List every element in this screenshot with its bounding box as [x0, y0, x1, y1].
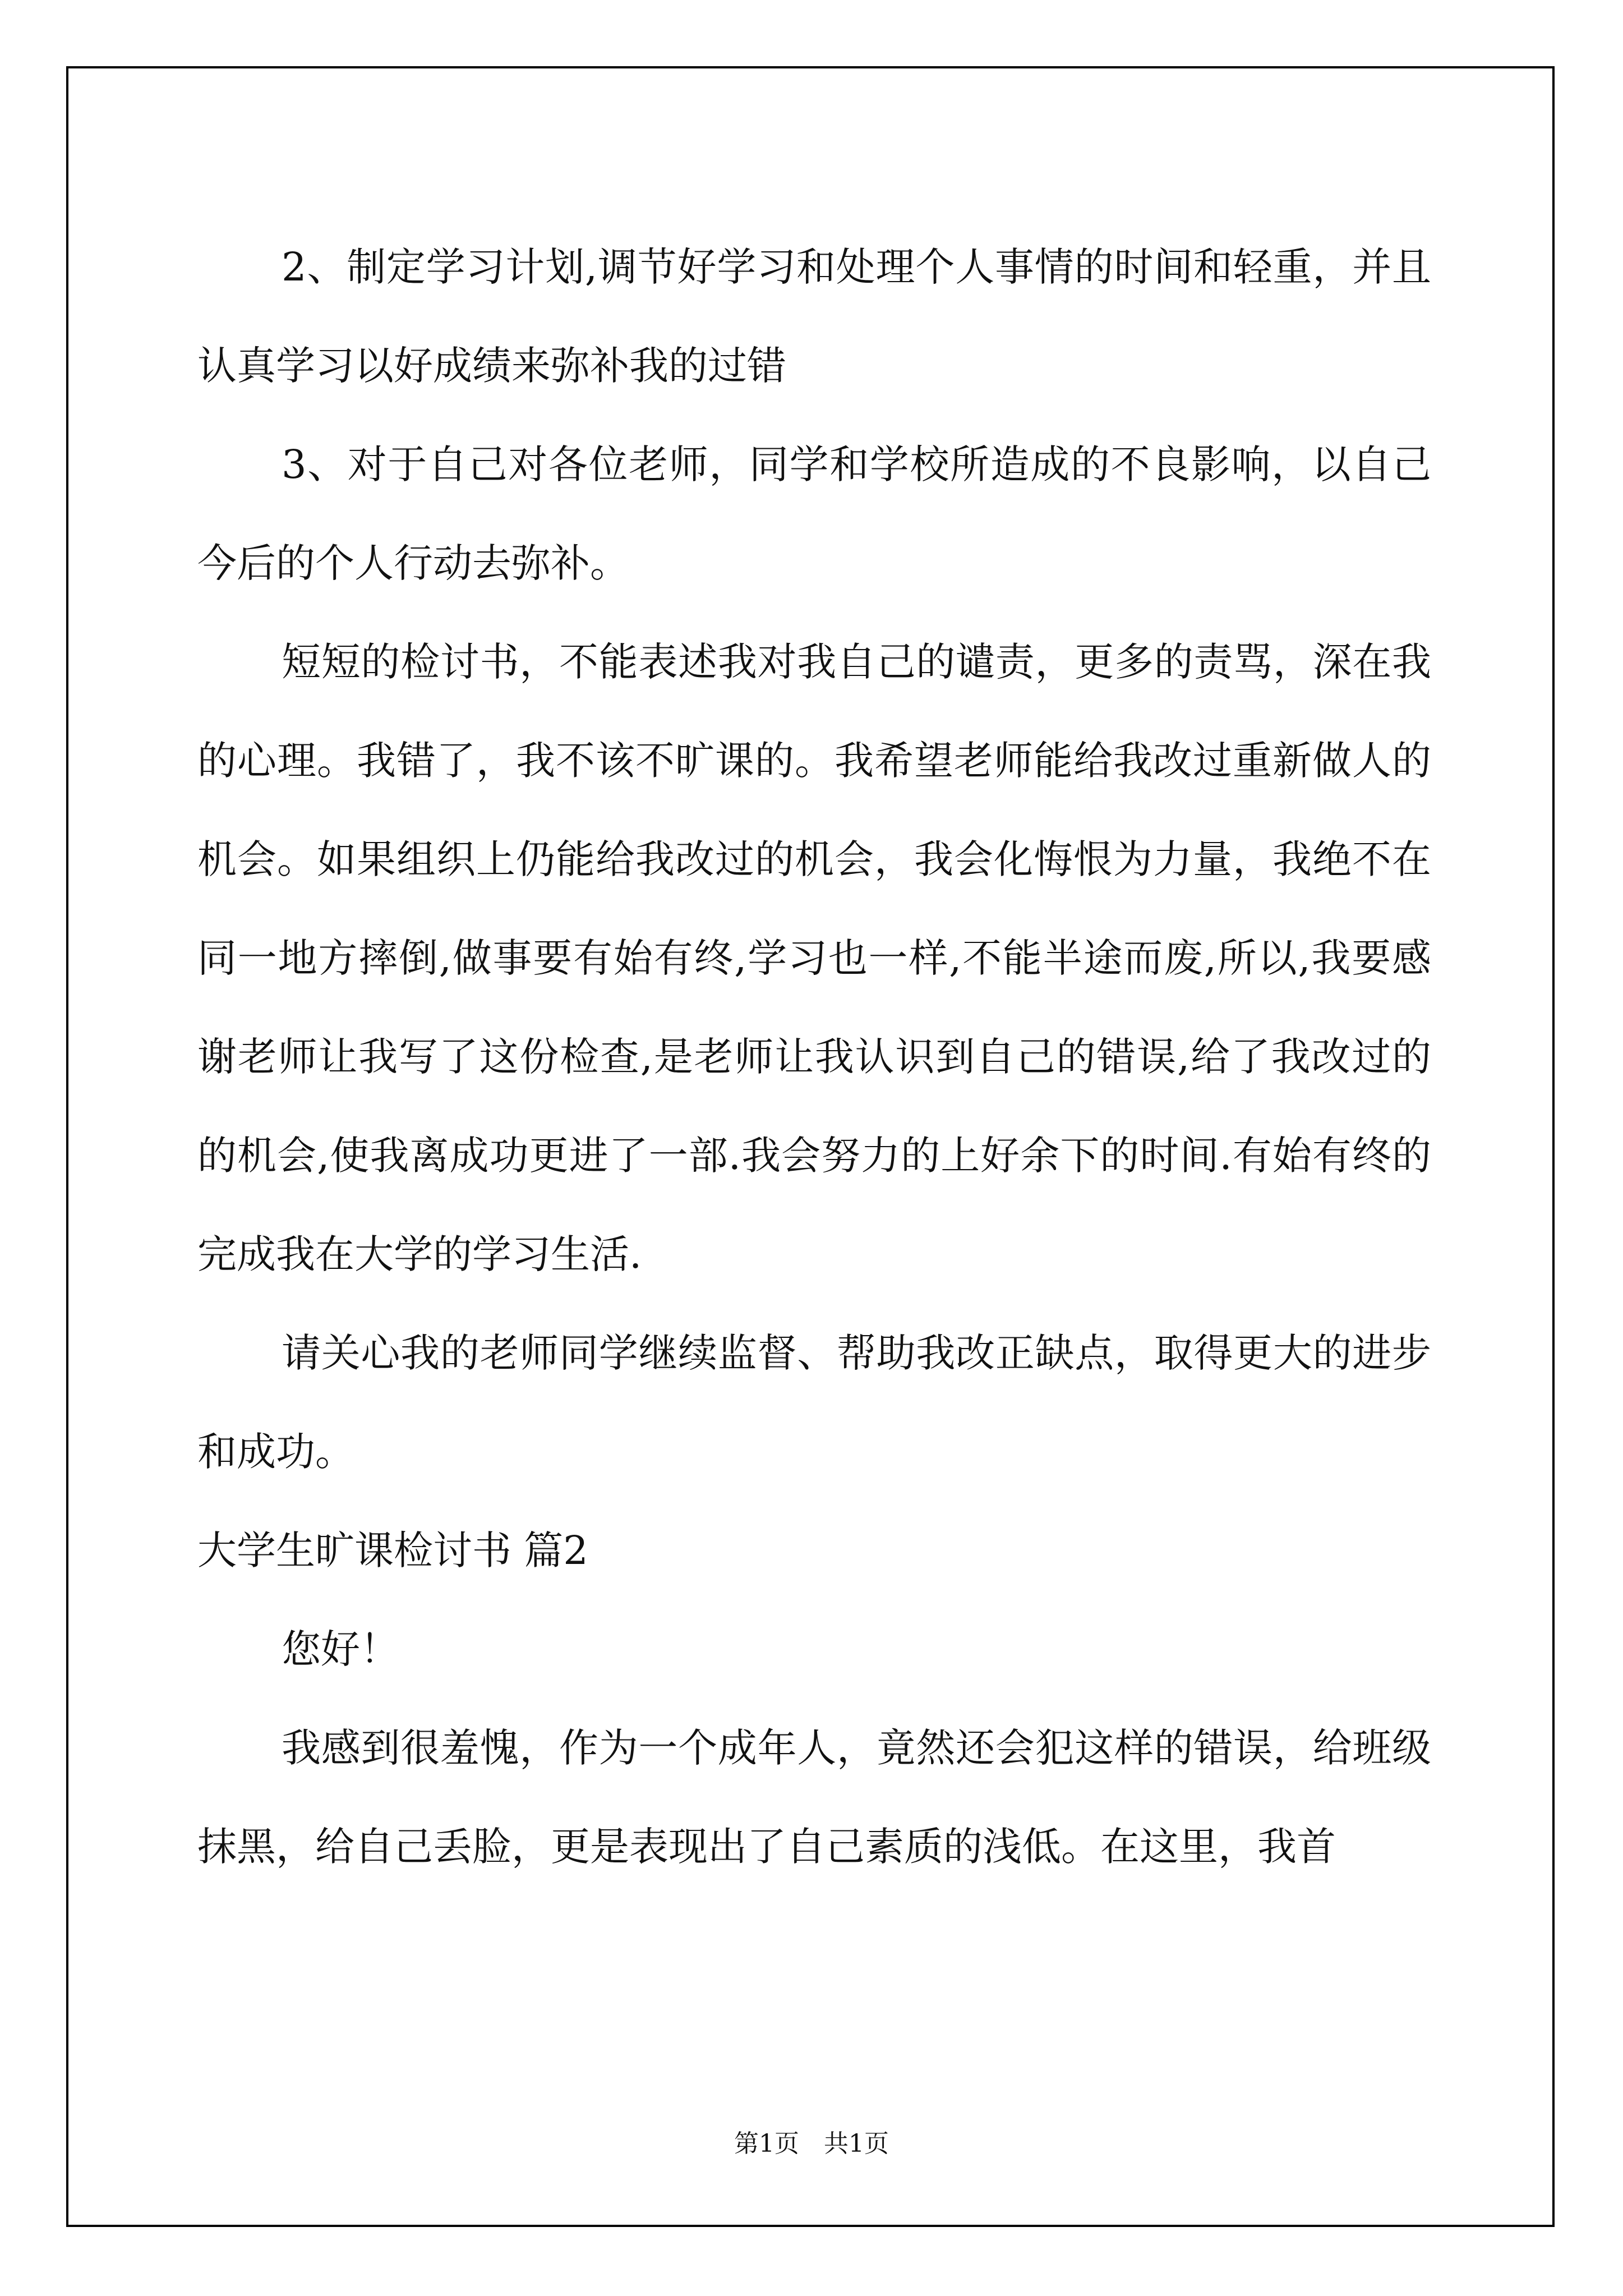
document-body: [197, 218, 1431, 1896]
paragraph-4: 请关心我的老师同学继续监督、帮助我改正缺点，取得更大的进步和成功。: [197, 1330, 1431, 1475]
paragraph-5: 我感到很羞愧，作为一个成年人，竟然还会犯这样的错误，给班级抹黑，给自己丢脸，更是表现出了自己素质的浅低。在这里，我首: [197, 1725, 1431, 1870]
paragraph-3: 短短的检讨书，不能表述我对我自己的谴责，更多的责骂，深在我的心理。我错了，我不该不旷课的。我希望老师能给我改过重新做人的机会。如果组织上仍能给我改过的机会，我会化悔恨为力量，我绝不在同一地方摔倒,做事要有始有终,学习也一样,不能半途而废,所以,我要感谢老师让我写了这份检查,是老师让我认识到自己的错误,给了我改过的的机会,使我离成功更进了一部.我会努力的上好余下的时间.有始有终的完成我在大学的学习生活.: [197, 639, 1431, 1277]
paragraph-2: 3、对于自己对各位老师，同学和学校所造成的不良影响，以自己今后的个人行动去弥补。: [197, 441, 1431, 586]
section-heading: 大学生旷课检讨书 篇2: [197, 1527, 588, 1573]
greeting: 您好！: [282, 1626, 399, 1672]
paragraph-1: 2、制定学习计划,调节好学习和处理个人事情的时间和轻重，并且认真学习以好成绩来弥补我的过错: [197, 244, 1431, 389]
page-footer: 第1页 共1页: [734, 2129, 889, 2158]
